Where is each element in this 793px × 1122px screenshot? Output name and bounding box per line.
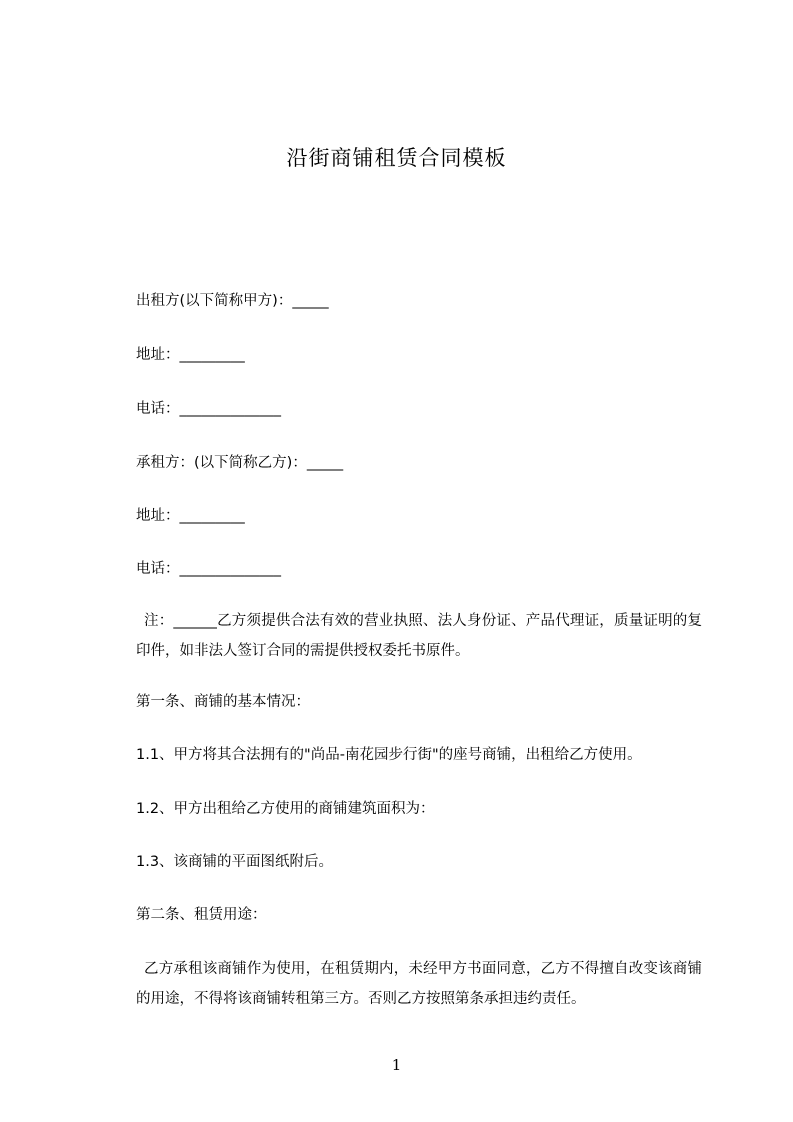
article-2-heading: 第二条、租赁用途： bbox=[136, 907, 267, 923]
lessee-line: 承租方：(以下简称乙方)：_____ bbox=[136, 455, 344, 471]
note-paragraph: 注：______乙方须提供合法有效的营业执照、法人身份证、产品代理证，质量证明的复印件，如非法人签订合同的需提供授权委托书原件。 bbox=[136, 613, 702, 659]
article-1-heading: 第一条、商铺的基本情况： bbox=[136, 694, 310, 710]
clause-1-1: 1.1、甲方将其合法拥有的"尚品-南花园步行街"的座号商铺，出租给乙方使用。 bbox=[136, 747, 642, 763]
clause-1-3: 1.3、该商铺的平面图纸附后。 bbox=[136, 854, 334, 870]
page-number: 1 bbox=[391, 1056, 402, 1074]
lessee-address-line: 地址：_________ bbox=[136, 508, 245, 524]
clause-1-2: 1.2、甲方出租给乙方使用的商铺建筑面积为： bbox=[136, 801, 435, 817]
lessee-phone-line: 电话：______________ bbox=[136, 561, 281, 577]
lessor-line: 出租方(以下简称甲方)：_____ bbox=[136, 293, 329, 309]
usage-paragraph: 乙方承租该商铺作为使用，在租赁期内，未经甲方书面同意，乙方不得擅自改变该商铺的用途，不得将该商铺转租第三方。否则乙方按照第条承担违约责任。 bbox=[136, 961, 702, 1007]
document-title: 沿街商铺租赁合同模板 bbox=[286, 146, 507, 170]
lessor-address-line: 地址：_________ bbox=[136, 347, 245, 363]
lessor-phone-line: 电话：______________ bbox=[136, 401, 281, 417]
